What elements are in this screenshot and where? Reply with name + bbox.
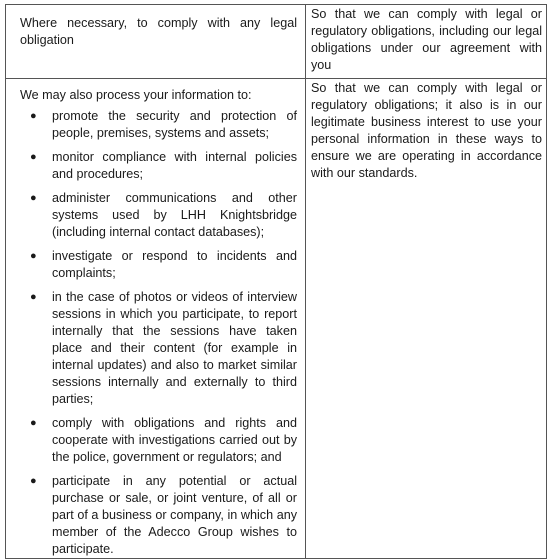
list-item-text: monitor compliance with internal policies and procedures;	[52, 150, 297, 181]
legal-basis-cell	[306, 79, 547, 559]
bullet-icon: ●	[30, 192, 37, 204]
list-item	[20, 289, 297, 408]
legal-basis-text: So that we can comply with legal or regulatory obligations; it also is in our legitimate business interest to use your personal information in these ways to ensure we are operating in accordance with our standards.	[311, 81, 542, 180]
list-item	[20, 415, 297, 466]
legal-basis-cell	[306, 5, 547, 79]
bullet-icon: ●	[30, 475, 37, 487]
purpose-cell	[6, 5, 306, 79]
bullet-icon: ●	[30, 291, 37, 303]
list-item	[20, 108, 297, 142]
list-item-text: comply with obligations and rights and cooperate with investigations carried out by the police, government or regulators; and	[52, 416, 297, 464]
list-item-text: in the case of photos or videos of interview sessions in which you participate, to report internally that the sessions have taken place and their content (for example in internal updates) and also to market similar sessions internally and externally to third parties;	[52, 290, 297, 406]
processing-purposes-table	[5, 4, 547, 559]
bullet-icon: ●	[30, 417, 37, 429]
list-item	[20, 473, 297, 558]
legal-basis-text: So that we can comply with legal or regulatory obligations, including our legal obligations under our agreement with you	[311, 7, 542, 72]
bullet-icon: ●	[30, 110, 37, 122]
list-item	[20, 149, 297, 183]
purpose-intro: We may also process your information to:	[20, 88, 252, 102]
list-item-text: promote the security and protection of people, premises, systems and assets;	[52, 109, 297, 140]
purpose-list	[20, 108, 297, 558]
table-row	[6, 5, 547, 79]
list-item	[20, 190, 297, 241]
list-item-text: participate in any potential or actual purchase or sale, or joint venture, of all or part of a business or company, in which any member of the Adecco Group wishes to participate.	[52, 474, 297, 556]
bullet-icon: ●	[30, 250, 37, 262]
purpose-text: Where necessary, to comply with any legal obligation	[20, 16, 297, 47]
table-row	[6, 79, 547, 559]
list-item-text: administer communications and other systems used by LHH Knightsbridge (including internal contact databases);	[52, 191, 297, 239]
bullet-icon: ●	[30, 151, 37, 163]
list-item	[20, 248, 297, 282]
list-item-text: investigate or respond to incidents and complaints;	[52, 249, 297, 280]
purpose-cell	[6, 79, 306, 559]
